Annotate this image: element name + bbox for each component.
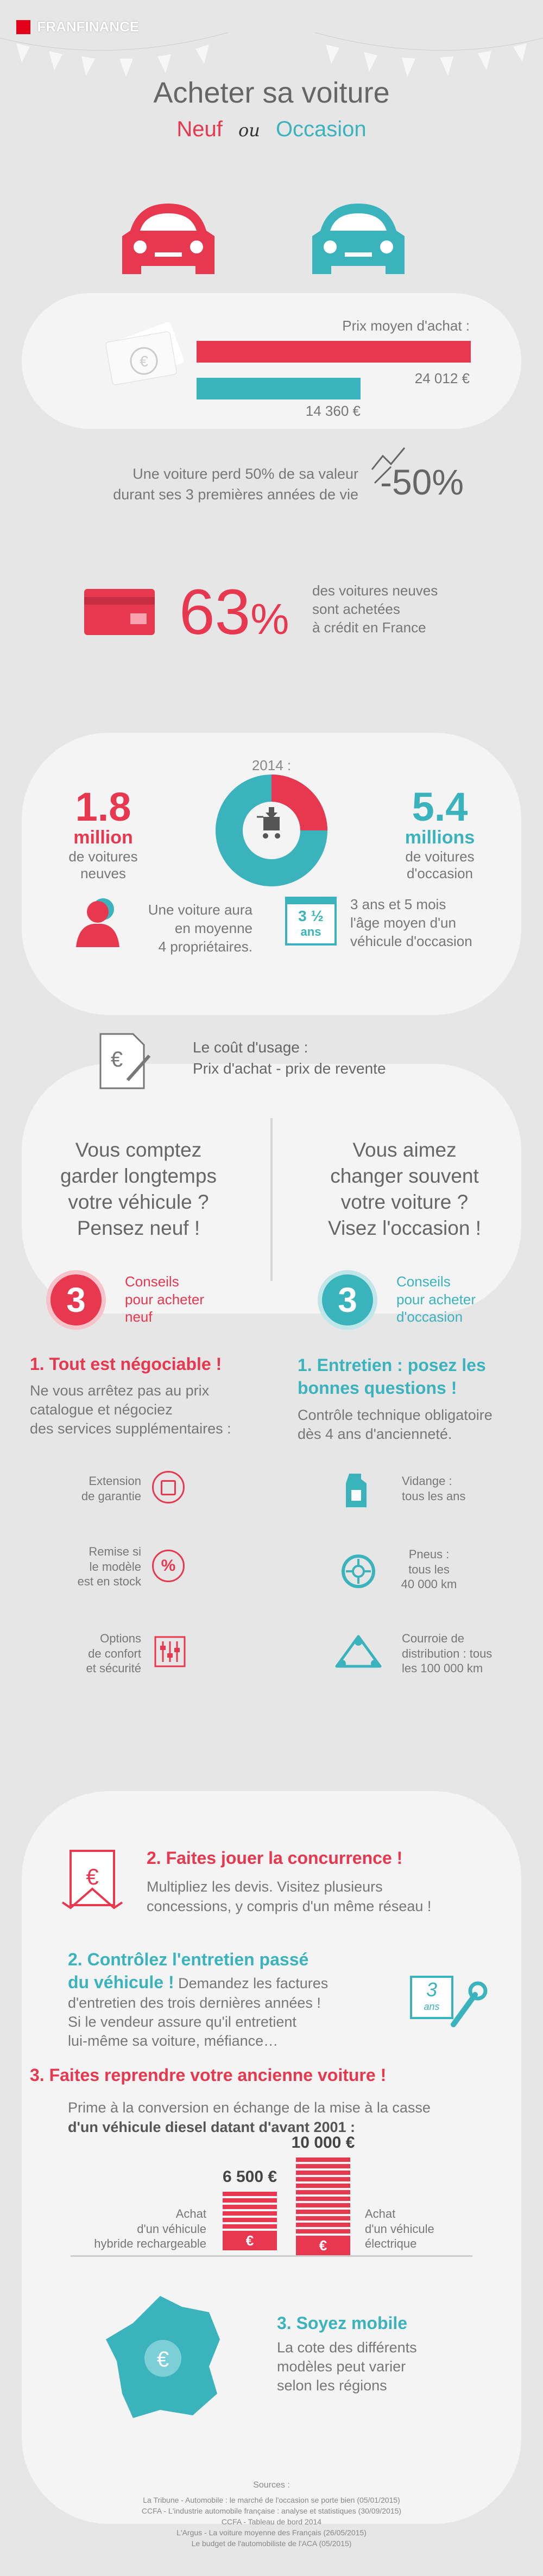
sales-new-line-1: de voitures (68, 848, 138, 865)
used-car-icon (304, 193, 413, 290)
source-line: CCFA - Tableau de bord 2014 (221, 2517, 322, 2526)
mobile-line-2: modèles peut varier (277, 2358, 406, 2375)
sales-donut-chart (214, 773, 329, 887)
depreciation-line-2: durant ses 3 premières années de vie (113, 486, 358, 503)
right-question-line-1: Vous aimez (352, 1139, 457, 1161)
owners-line-2: en moyenne (174, 919, 252, 936)
age-line-1: 3 ans et 5 mois (350, 896, 446, 912)
svg-text:€: € (156, 2347, 169, 2371)
left-item-options-line-2: de confort (88, 1646, 141, 1660)
right-tip-text (298, 1406, 493, 1444)
coin-stripe (296, 2190, 350, 2194)
coin-stripe (296, 2177, 350, 2181)
depreciation-text (65, 464, 358, 505)
right-item-belt-line-2: distribution : tous (402, 1646, 493, 1660)
right-item-tires-line-1: Pneus : (408, 1547, 450, 1561)
electric-bonus-label (365, 2206, 434, 2251)
coin-stripe (296, 2229, 350, 2234)
credit-line-1: des voitures neuves (312, 582, 438, 599)
sales-new-value: 1.8 (75, 784, 131, 829)
mobile-line-3: selon les régions (277, 2377, 387, 2394)
left-item-options-line-1: Options (100, 1632, 141, 1645)
calendar-badge-unit: ans (300, 925, 321, 938)
coin-stripe (223, 2205, 277, 2209)
tip3-line-1: Prime à la conversion en échange de la mise à la casse (68, 2099, 431, 2116)
left-item-discount-line-1: Remise si (89, 1545, 141, 1558)
timing-belt-icon (334, 1634, 383, 1672)
right-item-belt (402, 1631, 492, 1676)
quote-document-icon (60, 1845, 125, 1916)
right-advice-number-icon (318, 1270, 377, 1330)
right-tip-title-line-1: 1. Entretien : posez les (298, 1355, 486, 1375)
tip3-text (68, 2098, 431, 2137)
left-tip-text (30, 1381, 231, 1438)
subtitle (0, 117, 543, 142)
price-used-value: 14 360 € (305, 403, 361, 419)
age-line-2: l'âge moyen d'un (350, 914, 456, 931)
right-advice-line-2: pour acheter (396, 1291, 476, 1308)
hybrid-label-line-1: Achat (175, 2207, 206, 2220)
right-item-tires-line-2: tous les (408, 1562, 450, 1576)
coin-stripe (223, 2198, 277, 2203)
tip3-title: 3. Faites reprendre votre ancienne voiture ! (30, 2065, 387, 2085)
hybrid-bonus-value: 6 500 € (222, 2168, 277, 2186)
coin-stripe (223, 2192, 277, 2196)
invoice-pen-icon (95, 1029, 155, 1094)
oil-can-icon (339, 1468, 375, 1512)
right-question-line-2: changer souvent (330, 1165, 479, 1188)
depreciation-line-1: Une voiture perd 50% de sa valeur (132, 466, 358, 482)
page-title: Acheter sa voiture (153, 77, 390, 109)
right-question-line-3: votre voiture ? (340, 1191, 469, 1214)
owners-text (117, 901, 252, 956)
price-bar-used (197, 378, 361, 399)
cart-icon (257, 807, 280, 839)
right-item-tires (388, 1547, 470, 1592)
tip2-line-1: Multipliez les devis. Visitez plusieurs (147, 1879, 383, 1895)
tip2b-line-1: Demandez les factures (178, 1975, 329, 1991)
sales-year: 2014 : (251, 757, 292, 773)
tip2-text (147, 1877, 431, 1917)
tip2b-title-line-2: du véhicule ! (68, 1972, 174, 1992)
source-line: CCFA - L'industrie automobile française : analyse et statistiques (30/09/2015) (141, 2507, 402, 2515)
hybrid-bonus-bar (223, 2192, 277, 2255)
left-advice-line-1: Conseils (125, 1273, 179, 1290)
right-advice-line-1: Conseils (396, 1273, 451, 1290)
source-line: La Tribune - Automobile : le marché de l'occasion se porte bien (05/01/2015) (143, 2496, 400, 2504)
credit-percent (179, 575, 289, 649)
sales-used-unit: millions (405, 827, 475, 848)
left-advice-line-3: neuf (125, 1309, 153, 1325)
sliders-icon (152, 1634, 188, 1670)
right-tip-line-2: dès 4 ans d'ancienneté. (298, 1426, 452, 1443)
sources-title: Sources : (253, 2480, 290, 2490)
left-item-discount (43, 1544, 141, 1589)
left-item-options-line-3: et sécurité (86, 1661, 141, 1675)
electric-bonus-bar (296, 2158, 350, 2255)
service-calendar-unit: ans (424, 2001, 440, 2013)
left-item-options (43, 1631, 141, 1676)
svg-text:€: € (110, 1048, 123, 1071)
left-question-line-1: Vous comptez (75, 1139, 202, 1161)
right-item-oil-line-1: Vidange : (402, 1474, 452, 1488)
depreciation-value: -50% (380, 462, 464, 502)
left-question-line-4: Pensez neuf ! (77, 1217, 200, 1240)
sales-used-line-1: de voitures (405, 848, 475, 865)
right-advice-label (396, 1273, 476, 1326)
tip2b-line-3: Si le vendeur assure qu'il entretient (68, 2014, 296, 2031)
cost-text (193, 1037, 386, 1079)
svg-text:€: € (140, 353, 148, 370)
coin-stripe (296, 2171, 350, 2175)
left-tip-line-2: catalogue et négociez (30, 1401, 173, 1418)
mobile-title: 3. Soyez mobile (277, 2313, 408, 2333)
owners-icon (65, 890, 125, 950)
coin-stripe (296, 2164, 350, 2168)
tire-icon (339, 1552, 377, 1590)
new-car-icon (114, 193, 223, 290)
right-item-oil-line-2: tous les ans (402, 1489, 466, 1503)
electric-label-line-3: électrique (365, 2237, 417, 2250)
tip2b-line-2: d'entretien des trois dernières années ! (68, 1995, 321, 2012)
svg-text:€: € (86, 1864, 99, 1889)
tip2b-title-line-1: 2. Contrôlez l'entretien passé (68, 1950, 309, 1969)
ou-label: ou (238, 120, 260, 141)
coin-stripe (296, 2197, 350, 2201)
mobile-line-1: La cote des différents (277, 2339, 417, 2356)
credit-text (312, 582, 438, 637)
price-new-value: 24 012 € (414, 370, 470, 386)
coin-stripe (223, 2211, 277, 2216)
sales-used-value: 5.4 (412, 784, 468, 829)
sales-new-line-2: neuves (80, 865, 126, 881)
credit-percent-sign: % (250, 595, 289, 643)
left-question (11, 1137, 266, 1241)
electric-label-line-1: Achat (365, 2207, 396, 2220)
warranty-icon (152, 1471, 185, 1503)
occasion-label: Occasion (275, 117, 367, 141)
tip2b-line-4: lui-même sa voiture, méfiance… (68, 2033, 279, 2050)
tip2b-block (68, 1949, 388, 2051)
left-item-warranty (43, 1474, 141, 1503)
coin-stripe (296, 2216, 350, 2220)
left-item-warranty-line-1: Extension (89, 1474, 141, 1488)
percent-icon: % (152, 1550, 185, 1582)
left-question-line-3: votre véhicule ? (68, 1191, 209, 1214)
owners-line-3: 4 propriétaires. (158, 938, 252, 955)
owners-line-1: Une voiture aura (148, 902, 252, 918)
left-question-line-2: garder longtemps (60, 1165, 217, 1188)
left-tip-line-1: Ne vous arrêtez pas au prix (30, 1382, 210, 1399)
right-item-oil (402, 1474, 465, 1503)
coin-icon: € (223, 2231, 277, 2250)
tip2-line-2: concessions, y compris d'un même réseau ! (147, 1898, 432, 1915)
right-tip-title-line-2: bonnes questions ! (298, 1378, 457, 1398)
cost-line-1: Le coût d'usage : (193, 1039, 308, 1056)
coin-icon: € (296, 2236, 350, 2255)
tip3-line-2: d'un véhicule diesel datant d'avant 2001 : (68, 2119, 356, 2136)
right-tip-title (298, 1354, 486, 1399)
electric-bonus-value: 10 000 € (291, 2134, 355, 2152)
cost-line-2: Prix d'achat - prix de revente (193, 1060, 386, 1077)
sales-new (38, 784, 168, 882)
left-item-discount-line-2: le modèle (89, 1559, 141, 1573)
right-question-line-4: Visez l'occasion ! (328, 1217, 481, 1240)
right-item-belt-line-1: Courroie de (402, 1632, 464, 1645)
tip3-baseline (71, 2255, 472, 2257)
left-advice-number-icon (46, 1270, 106, 1330)
sales-used (375, 784, 505, 882)
sales-used-line-2: d'occasion (406, 865, 473, 881)
right-advice-line-3: d'occasion (396, 1309, 463, 1325)
coin-stripe (296, 2223, 350, 2227)
credit-card-icon (81, 586, 157, 638)
france-map-icon (100, 2291, 236, 2426)
coin-stripe (296, 2210, 350, 2214)
hybrid-bonus-label (81, 2206, 206, 2251)
coin-stripe (296, 2203, 350, 2207)
coin-stripe (296, 2184, 350, 2188)
left-tip-title: 1. Tout est négociable ! (30, 1354, 222, 1374)
hybrid-label-line-3: hybride rechargeable (94, 2237, 206, 2250)
left-item-warranty-line-2: de garantie (81, 1489, 141, 1503)
right-item-belt-line-3: les 100 000 km (402, 1661, 483, 1675)
coin-stripe (223, 2224, 277, 2229)
source-line: L'Argus - La voiture moyenne des Français (26/05/2015) (176, 2528, 367, 2537)
left-advice-label (125, 1273, 204, 1326)
sales-new-unit: million (73, 827, 133, 848)
service-calendar-number: 3 (426, 1978, 438, 2001)
calendar-badge-number: 3 ½ (298, 908, 324, 924)
right-tip-line-1: Contrôle technique obligatoire (298, 1407, 493, 1423)
left-item-discount-line-3: est en stock (77, 1575, 141, 1588)
neuf-label: Neuf (176, 117, 223, 141)
age-text (350, 896, 472, 950)
column-divider (270, 1118, 273, 1281)
mobile-text (277, 2312, 417, 2395)
right-question (277, 1137, 532, 1241)
credit-line-2: sont achetées (312, 600, 400, 617)
coin-stripe (296, 2158, 350, 2162)
banknote-icon (98, 309, 195, 402)
wrench-icon (445, 1981, 489, 2030)
tip2-title: 2. Faites jouer la concurrence ! (147, 1848, 403, 1868)
electric-label-line-2: d'un véhicule (365, 2222, 434, 2236)
coin-stripe (223, 2218, 277, 2222)
left-advice-number: 3 (66, 1280, 86, 1319)
left-advice-line-2: pour acheter (125, 1291, 204, 1308)
brand-name: FRANFINANCE (37, 18, 140, 35)
credit-value: 63 (179, 576, 251, 648)
source-line: Le budget de l'automobiliste de l'ACA (05/2015) (191, 2539, 352, 2548)
left-tip-line-3: des services supplémentaires : (30, 1420, 231, 1437)
hybrid-label-line-2: d'un véhicule (137, 2222, 206, 2236)
calendar-badge-icon (285, 897, 337, 946)
credit-line-3: à crédit en France (312, 619, 426, 636)
right-item-tires-line-3: 40 000 km (401, 1577, 457, 1591)
price-label: Prix moyen d'achat : (342, 318, 470, 334)
right-advice-number: 3 (338, 1280, 357, 1319)
price-bar-new (197, 341, 471, 363)
age-line-3: véhicule d'occasion (350, 932, 472, 949)
